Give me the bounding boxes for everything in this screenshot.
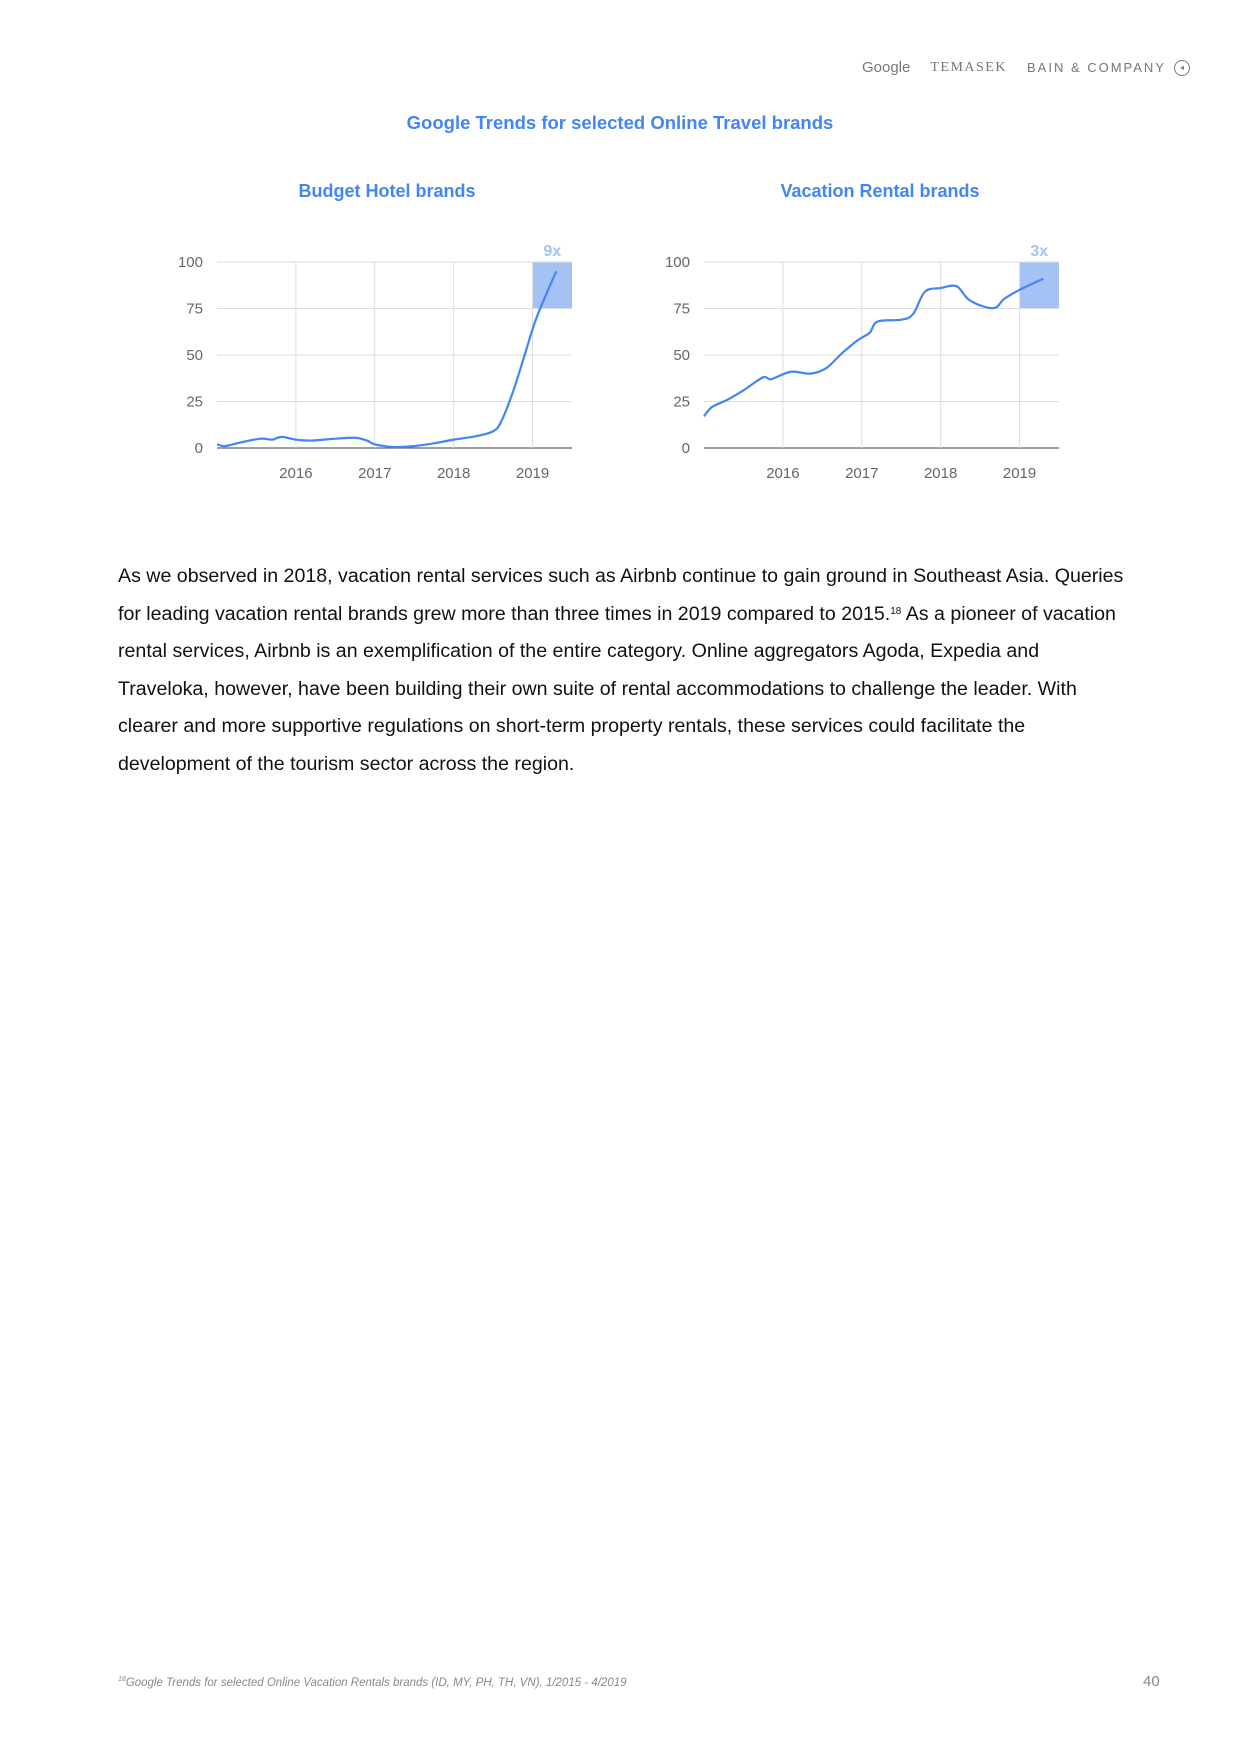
y-tick-label: 75 [673,300,690,318]
trend-line [217,271,556,447]
x-tick-label: 2017 [358,465,392,482]
growth-annotation: 9x [543,243,562,260]
y-tick-label: 100 [664,254,690,271]
google-logo: Google [861,59,911,76]
vacation-rental-chart [620,0,1240,500]
growth-annotation: 3x [1030,243,1049,260]
bain-circle-logo-icon: ◂ [1174,60,1190,76]
bain-logo: BAIN & COMPANY [1026,60,1166,75]
footnote-number: 18 [118,1676,126,1683]
y-tick-label: 0 [681,440,690,457]
x-tick-label: 2017 [845,465,879,482]
x-tick-label: 2019 [515,465,550,482]
footnote-reference: 18 [890,605,902,617]
footnote-text: Google Trends for selected Online Vacation Rentals brands (ID, MY, PH, TH, VN), 1/2015 - 4/2019 [125,1676,627,1689]
chart-title-vacation-rental: Vacation Rental brands [780,181,980,201]
chart-title-budget-hotel: Budget Hotel brands [298,181,476,201]
x-tick-label: 2016 [279,465,313,482]
figure-title: Google Trends for selected Online Travel brands [406,112,834,133]
highlight-region [533,262,572,309]
x-tick-label: 2018 [923,465,958,482]
highlight-region [1020,262,1059,309]
paragraph-text-continued: As a pioneer of vacation rental services, Airbnb is an exemplification of the entire category. Online aggregators Agoda, Expedia and Traveloka, however, have been building their own suite of rental accommodations to challenge the leader. With clearer and more supportive regulations on short-term property rentals, these services could facilitate the development of the tourism sector across the region. [118,602,1116,775]
y-tick-label: 50 [673,347,690,364]
y-tick-label: 75 [186,300,203,318]
page-number: 40 [1143,1673,1160,1690]
paragraph-text: As we observed in 2018, vacation rental services such as Airbnb continue to gain ground in Southeast Asia. Queries for leading vacation rental brands grew more than three times in 2019 compared to 2015. [118,565,1124,625]
y-tick-label: 25 [673,393,690,411]
x-tick-label: 2018 [436,465,471,482]
y-tick-label: 0 [194,440,203,457]
x-tick-label: 2019 [1002,465,1037,482]
temasek-logo: TEMASEK [930,60,1007,75]
budget-hotel-chart [0,0,620,500]
y-tick-label: 50 [186,347,203,364]
y-tick-label: 25 [186,393,203,411]
footnote [118,1676,627,1689]
body-paragraph [118,558,1128,784]
y-tick-label: 100 [177,254,203,271]
x-tick-label: 2016 [766,465,800,482]
trend-line [704,279,1043,417]
